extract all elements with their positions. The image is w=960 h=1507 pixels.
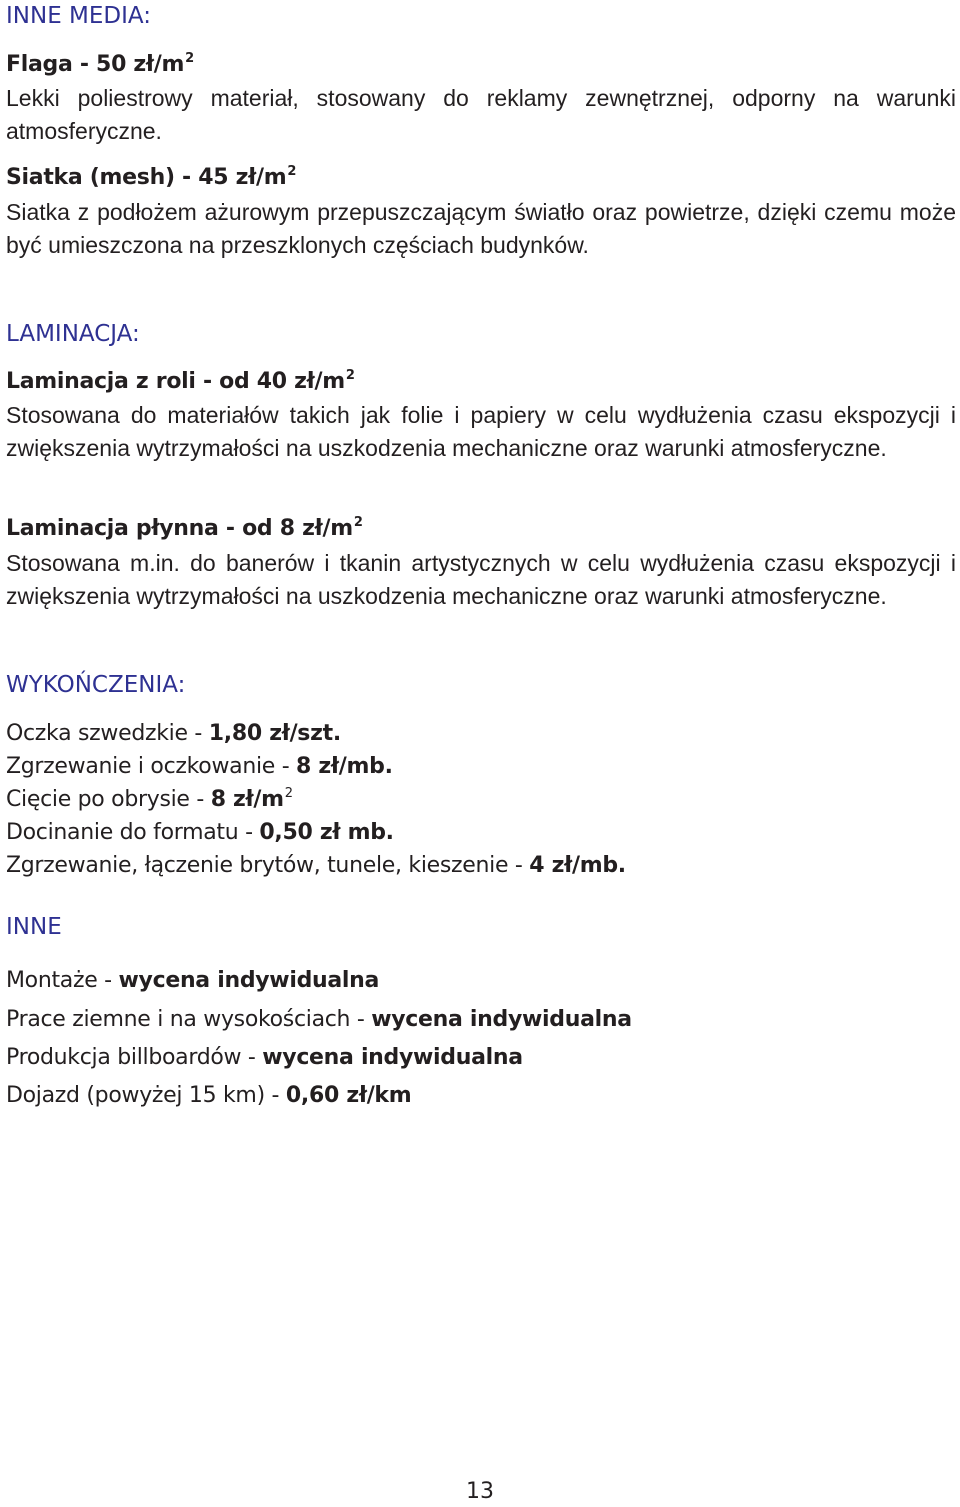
finishing-item-ciecie: Cięcie po obrysie - 8 $zł/m^2$ [6,786,293,812]
finishing-item-oczka: Oczka szwedzkie - 1,80 zł/szt. [6,721,341,746]
section-heading-wykonczenia: WYKOŃCZENIA: [6,672,186,698]
page-number: 13 [466,1479,494,1504]
section-heading-inne: INNE [6,914,62,940]
other-item-dojazd: Dojazd (powyżej 15 km) - 0,60 zł/km [6,1083,412,1108]
item-title-flaga: Flaga - 50 $zł/m^2$ [6,51,194,77]
finishing-item-zgrzewanie-oczkowanie: Zgrzewanie i oczkowanie - 8 zł/mb. [6,754,393,779]
item-title-laminacja-z-roli: Laminacja z roli - od 40 $zł/m^2$ [6,368,355,394]
item-title-laminacja-plynna: Laminacja płynna - od 8 $zł/m^2$ [6,515,363,541]
section-heading-inne-media: INNE MEDIA: [6,3,151,29]
item-description-siatka: Siatka z podłożem ażurowym przepuszczającym światło oraz powietrze, dzięki czemu może być umieszczona na przeszklonych częściach budynków. [6,199,956,258]
item-title-siatka: Siatka (mesh) - 45 $zł/m^2$ [6,164,297,190]
other-item-billboardy: Produkcja billboardów - wycena indywidualna [6,1045,523,1070]
other-item-montaze: Montaże - wycena indywidualna [6,968,380,993]
other-item-prace-ziemne: Prace ziemne i na wysokościach - wycena indywidualna [6,1007,632,1032]
item-description-flaga: Lekki poliestrowy materiał, stosowany do reklamy zewnętrznej, odporny na warunki atmosferyczne. [6,85,956,144]
finishing-item-zgrzewanie-laczenie: Zgrzewanie, łączenie brytów, tunele, kieszenie - 4 zł/mb. [6,853,626,878]
item-description-laminacja-plynna: Stosowana m.in. do banerów i tkanin artystycznych w celu wydłużenia czasu ekspozycji i zwiększenia wytrzymałości na uszkodzenia mechaniczne oraz warunki atmosferyczne. [6,550,956,609]
item-description-laminacja-z-roli: Stosowana do materiałów takich jak folie i papiery w celu wydłużenia czasu ekspozycji i zwiększenia wytrzymałości na uszkodzenia mechaniczne oraz warunki atmosferyczne. [6,402,956,461]
section-heading-laminacja: LAMINACJA: [6,321,140,347]
finishing-item-docinanie: Docinanie do formatu - 0,50 zł mb. [6,820,394,845]
